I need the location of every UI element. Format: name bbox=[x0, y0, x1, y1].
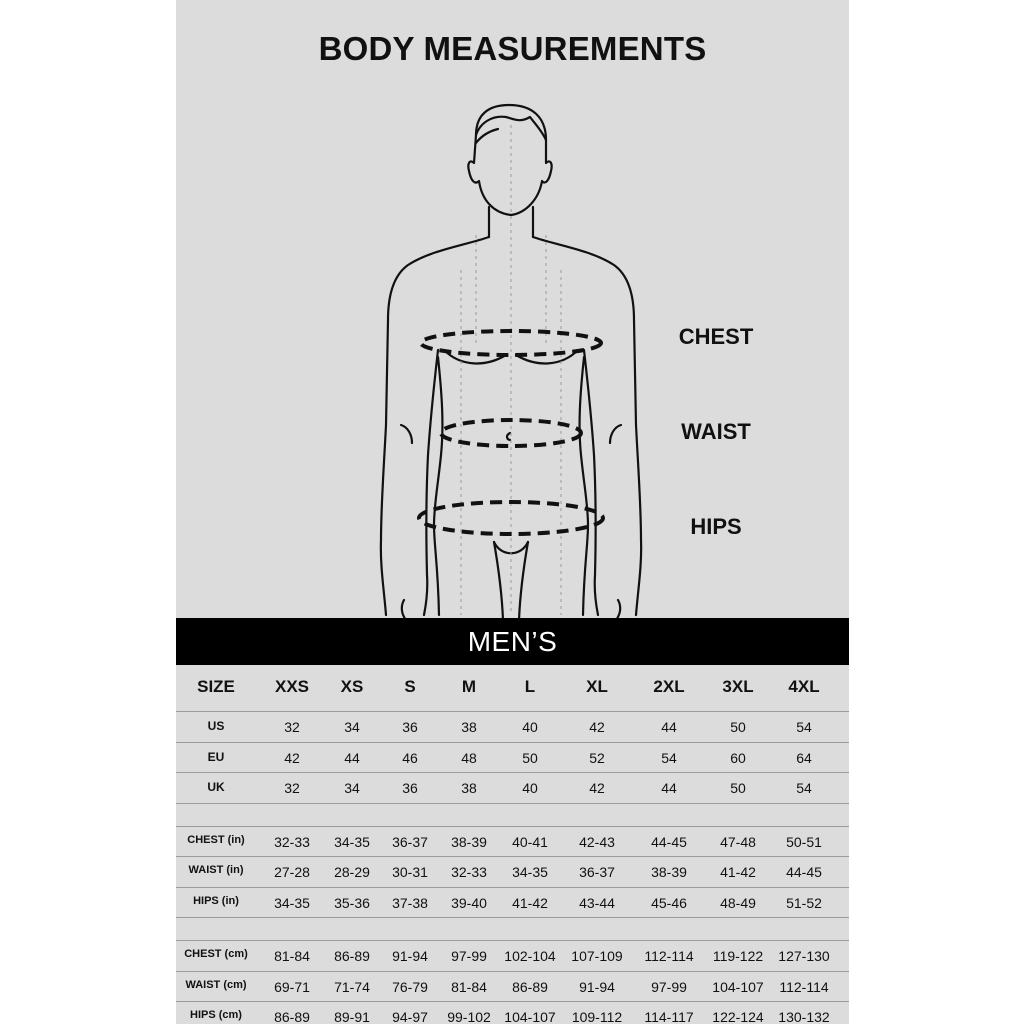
table-cell: 37-38 bbox=[392, 894, 428, 911]
table-cell: 36-37 bbox=[392, 833, 428, 850]
table-row bbox=[176, 712, 849, 743]
table-cell: 69-71 bbox=[274, 978, 310, 995]
table-cell: 32 bbox=[284, 780, 300, 796]
row-label: UK bbox=[207, 780, 225, 794]
waist-label: WAIST bbox=[681, 419, 751, 444]
table-cell: 30-31 bbox=[392, 864, 428, 880]
row-label: US bbox=[207, 719, 225, 733]
table-cell: 42-43 bbox=[579, 833, 615, 850]
table-cell: 38 bbox=[461, 719, 477, 735]
table-cell: 4XL bbox=[788, 677, 820, 696]
table-cell: 34 bbox=[344, 780, 360, 796]
table-cell: 50-51 bbox=[786, 833, 822, 850]
row-label: CHEST (cm) bbox=[184, 948, 248, 960]
table-cell: 47-48 bbox=[720, 833, 756, 850]
table-cell: 91-94 bbox=[392, 948, 428, 964]
table-cell: XXS bbox=[274, 677, 310, 696]
table-cell: 48 bbox=[461, 749, 477, 766]
table-cell: 102-104 bbox=[504, 948, 556, 964]
table-cell: 39-40 bbox=[451, 894, 487, 911]
table-row bbox=[176, 1002, 849, 1024]
table-cell: 38-39 bbox=[451, 833, 487, 850]
table-cell: 50 bbox=[730, 719, 746, 735]
table-cell: 48-49 bbox=[720, 894, 756, 911]
table-cell: 50 bbox=[730, 780, 746, 796]
table-cell: 107-109 bbox=[571, 948, 623, 964]
table-cell: 99-102 bbox=[447, 1009, 491, 1024]
table-cell: L bbox=[524, 677, 536, 696]
table-cell: 50 bbox=[522, 749, 538, 766]
table-row bbox=[176, 743, 849, 774]
table-cell: 35-36 bbox=[334, 894, 370, 911]
table-cell: 112-114 bbox=[644, 948, 694, 964]
table-cell: 81-84 bbox=[451, 978, 487, 995]
table-cell: 32-33 bbox=[451, 864, 487, 880]
table-cell: 34-35 bbox=[274, 894, 310, 911]
table-cell: 42 bbox=[284, 749, 300, 766]
body-silhouette-icon bbox=[176, 95, 849, 620]
table-cell: 36 bbox=[402, 719, 418, 735]
table-cell: 44-45 bbox=[786, 864, 822, 880]
table-cell: 94-97 bbox=[392, 1009, 428, 1024]
table-cell: 114-117 bbox=[644, 1009, 694, 1024]
table-cell: 3XL bbox=[722, 677, 754, 696]
table-cell: 36-37 bbox=[579, 864, 615, 880]
table-cell: 40 bbox=[522, 719, 538, 735]
table-cell: 44 bbox=[661, 780, 677, 796]
table-cell: 64 bbox=[796, 749, 812, 766]
row-label: HIPS (in) bbox=[193, 894, 239, 907]
table-cell: 40-41 bbox=[512, 833, 548, 850]
table-cell: 60 bbox=[730, 749, 746, 766]
table-cell: 89-91 bbox=[334, 1009, 370, 1024]
table-cell: 42 bbox=[589, 780, 605, 796]
table-cell: 112-114 bbox=[779, 978, 829, 995]
table-cell: 52 bbox=[589, 749, 605, 766]
table-cell: 86-89 bbox=[512, 978, 548, 995]
table-cell: 28-29 bbox=[334, 864, 370, 880]
table-cell: 44 bbox=[661, 719, 677, 735]
table-cell: 40 bbox=[522, 780, 538, 796]
row-label: SIZE bbox=[197, 677, 235, 696]
table-cell: 32-33 bbox=[274, 833, 310, 850]
table-cell: 54 bbox=[661, 749, 677, 766]
table-cell: 86-89 bbox=[274, 1009, 310, 1024]
table-cell: 42 bbox=[589, 719, 605, 735]
table-cell: 44-45 bbox=[651, 833, 687, 850]
table-cell: XL bbox=[586, 677, 608, 696]
table-cell: 97-99 bbox=[651, 978, 687, 995]
table-cell: 119-122 bbox=[712, 948, 764, 964]
table-cell: 76-79 bbox=[392, 978, 428, 995]
table-cell: 44 bbox=[344, 749, 360, 766]
table-cell: 54 bbox=[796, 780, 812, 796]
table-cell: XS bbox=[340, 677, 364, 696]
table-cell: 41-42 bbox=[720, 864, 756, 880]
table-row bbox=[176, 827, 849, 858]
table-cell: 38 bbox=[461, 780, 477, 796]
table-cell: 38-39 bbox=[651, 864, 687, 880]
row-label: WAIST (cm) bbox=[185, 978, 247, 991]
table-row bbox=[176, 857, 849, 888]
chest-label: CHEST bbox=[678, 324, 754, 349]
table-cell: 54 bbox=[796, 719, 812, 735]
table-cell: 71-74 bbox=[334, 978, 370, 995]
table-cell: 109-112 bbox=[571, 1009, 623, 1024]
row-label: HIPS (cm) bbox=[190, 1009, 242, 1021]
table-cell: 127-130 bbox=[778, 948, 830, 964]
table-cell: 97-99 bbox=[451, 948, 487, 964]
table-cell: M bbox=[461, 677, 477, 696]
row-label: WAIST (in) bbox=[188, 864, 244, 876]
table-cell: 36 bbox=[402, 780, 418, 796]
table-row bbox=[176, 773, 849, 804]
size-table bbox=[176, 665, 849, 1024]
table-cell: 34-35 bbox=[334, 833, 370, 850]
table-cell: 104-107 bbox=[504, 1009, 556, 1024]
row-label: EU bbox=[207, 749, 225, 764]
table-cell: 86-89 bbox=[334, 948, 370, 964]
table-row bbox=[176, 665, 849, 712]
table-cell: 27-28 bbox=[274, 864, 310, 880]
table-cell: 91-94 bbox=[579, 978, 615, 995]
table-cell: 130-132 bbox=[778, 1009, 830, 1024]
hips-label: HIPS bbox=[690, 514, 742, 539]
table-cell: 122-124 bbox=[712, 1009, 764, 1024]
table-cell: 46 bbox=[402, 749, 418, 766]
table-spacer bbox=[176, 804, 849, 827]
table-cell: 45-46 bbox=[651, 894, 687, 911]
table-row bbox=[176, 888, 849, 919]
row-label: CHEST (in) bbox=[187, 833, 245, 846]
table-spacer bbox=[176, 918, 849, 941]
table-cell: 104-107 bbox=[712, 978, 764, 995]
table-cell: 34-35 bbox=[512, 864, 548, 880]
table-row bbox=[176, 941, 849, 972]
table-cell: 51-52 bbox=[786, 894, 822, 911]
table-cell: S bbox=[404, 677, 416, 696]
body-figure bbox=[176, 95, 849, 620]
table-cell: 43-44 bbox=[579, 894, 615, 911]
table-cell: 41-42 bbox=[512, 894, 548, 911]
table-cell: 81-84 bbox=[274, 948, 310, 964]
table-cell: 2XL bbox=[653, 677, 685, 696]
table-row bbox=[176, 972, 849, 1003]
page-title: BODY MEASUREMENTS bbox=[318, 30, 707, 67]
mens-banner: MEN’S bbox=[176, 618, 849, 665]
size-chart-panel bbox=[176, 0, 849, 1024]
table-cell: 32 bbox=[284, 719, 300, 735]
table-cell: 34 bbox=[344, 719, 360, 735]
